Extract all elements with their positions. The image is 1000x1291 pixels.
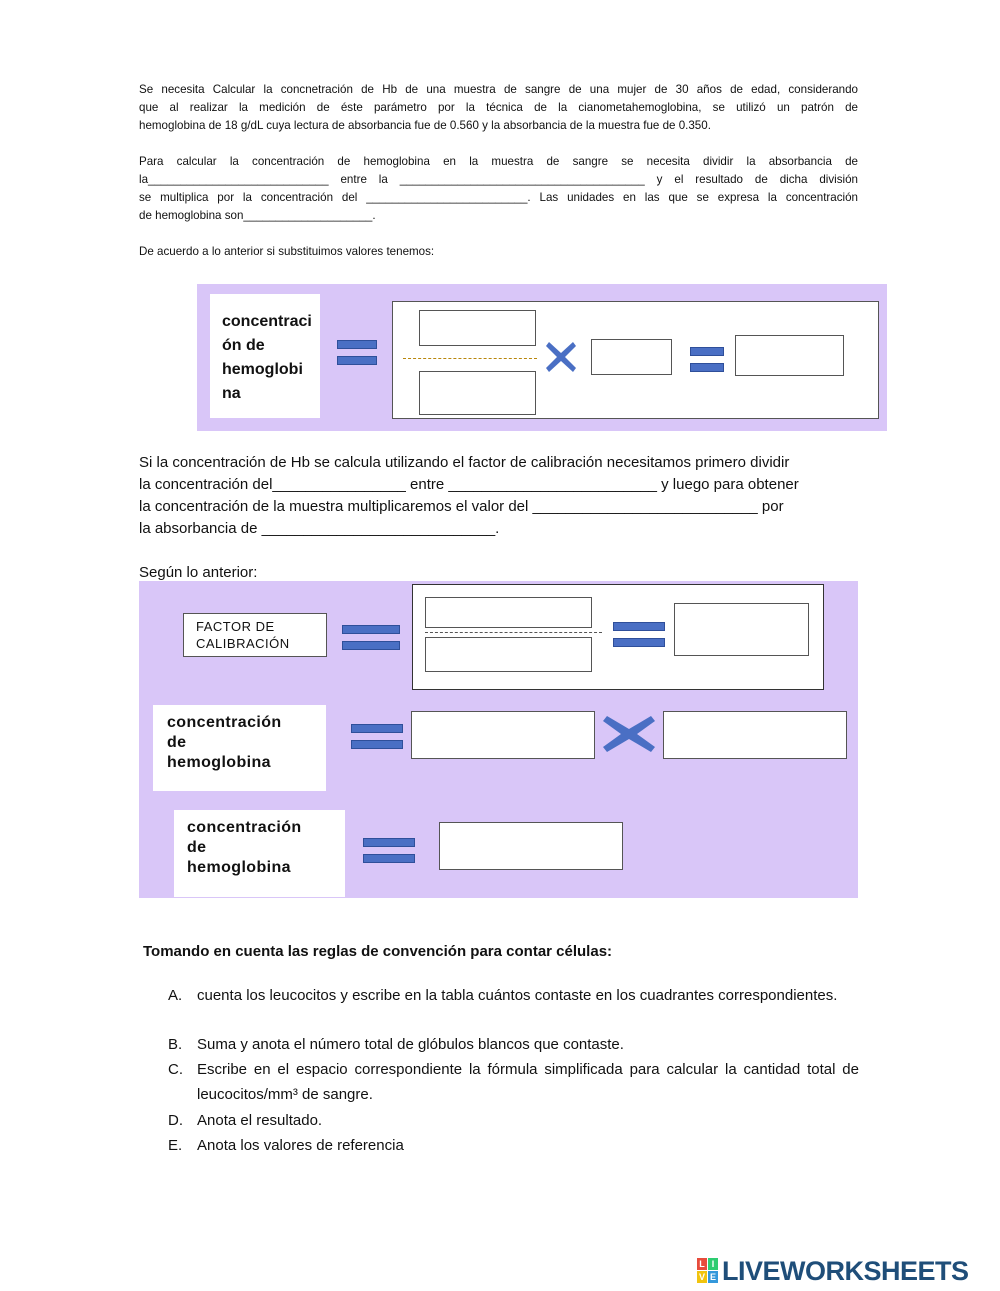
paragraph-line: Si la concentración de Hb se calcula utilizando el factor de calibración necesitamos primero dividir	[139, 454, 790, 471]
list-letter: C.	[168, 1061, 183, 1078]
label-line: FACTOR DE	[196, 619, 275, 634]
equals-icon	[351, 724, 403, 756]
intro-line: hemoglobina de 18 g/dL cuya lectura de absorbancia fue de 0.560 y la absorbancia de la muestra fue de 0.350.	[139, 119, 711, 132]
calibration-denominator-input[interactable]	[425, 637, 592, 672]
section-title: Tomando en cuenta las reglas de convención para contar células:	[143, 943, 613, 960]
formula-panel-2	[139, 581, 858, 898]
logo-badge-letter: I	[708, 1258, 718, 1270]
list-letter: E.	[168, 1137, 183, 1154]
paragraph-line: de hemoglobina son____________________.	[139, 209, 376, 222]
fraction-line	[425, 632, 602, 633]
label-line: hemoglobina	[187, 859, 291, 876]
multiplier-input[interactable]	[591, 339, 672, 375]
calibration-formula-area	[412, 584, 824, 690]
absorbance-input[interactable]	[663, 711, 847, 759]
numerator-input[interactable]	[419, 310, 536, 346]
fraction-line	[403, 358, 537, 359]
hb-concentration-label	[210, 294, 320, 418]
logo-badge	[697, 1258, 719, 1284]
list-text: Suma y anota el número total de glóbulos blancos que contaste.	[197, 1036, 624, 1053]
intro-line: que al realizar la medición de éste parámetro por la técnica de la cianometahemoglobina, se utilizó un patrón de	[139, 101, 858, 114]
multiply-icon	[601, 714, 657, 754]
label-line: hemoglobina	[167, 754, 271, 771]
logo-badge-letter: V	[698, 1272, 705, 1282]
equals-icon	[342, 625, 400, 657]
equals-icon	[337, 340, 377, 372]
calibration-numerator-input[interactable]	[425, 597, 592, 628]
instruction-list	[168, 983, 859, 1163]
equals-icon	[363, 838, 415, 870]
label-line: de	[167, 734, 187, 751]
final-result-input[interactable]	[439, 822, 623, 870]
label-line: CALIBRACIÓN	[196, 636, 290, 651]
substitution-note: De acuerdo a lo anterior si substituimos valores tenemos:	[139, 245, 435, 258]
logo-badge-letter: E	[709, 1272, 716, 1282]
calibration-paragraph	[139, 452, 859, 540]
paragraph-line: se multiplica por la concentración del _________________________. Las unidades en las que se expresa la concentración	[139, 191, 858, 204]
logo-text: LIVEWORKSHEETS	[722, 1256, 969, 1286]
list-text: Escribe en el espacio correspondiente la fórmula simplificada para calcular la cantidad total de leucocitos/mm³ de sangre.	[197, 1061, 859, 1103]
paragraph-line: la concentración del________________ entre _________________________ y luego para obtener	[139, 476, 799, 493]
paragraph-line: la____________________________ entre la ______________________________________ y el resultado de dicha división	[139, 173, 858, 186]
paragraph-line: la absorbancia de ____________________________.	[139, 520, 500, 537]
intro-line: Se necesita Calcular la concnetración de Hb de una muestra de sangre de una mujer de 30 años de edad, considerando	[139, 83, 858, 96]
calibration-factor-label	[183, 613, 327, 657]
intro-paragraph	[139, 81, 858, 135]
paragraph-line: Para calcular la concentración de hemoglobina en la muestra de sangre se necesita dividir la absorbancia de	[139, 155, 858, 168]
label-line: ón de	[222, 337, 265, 354]
list-letter: D.	[168, 1112, 183, 1129]
liveworksheets-logo[interactable]	[697, 1256, 993, 1286]
logo-badge-letter: L	[697, 1258, 707, 1270]
label-line: concentraci	[222, 313, 312, 330]
multiply-icon	[545, 340, 577, 374]
hb-concentration-label	[174, 810, 345, 897]
denominator-input[interactable]	[419, 371, 536, 415]
label-line: de	[187, 839, 207, 856]
paragraph-line: la concentración de la muestra multiplicaremos el valor del ___________________________ por	[139, 498, 784, 515]
list-letter: B.	[168, 1036, 183, 1053]
result-input[interactable]	[735, 335, 844, 376]
list-letter: A.	[168, 987, 183, 1004]
formula-panel-1	[197, 284, 887, 431]
list-text: Anota los valores de referencia	[197, 1137, 404, 1154]
label-line: concentración	[167, 714, 282, 731]
list-text: cuenta los leucocitos y escribe en la tabla cuántos contaste en los cuadrantes correspondientes.	[197, 987, 838, 1004]
label-line: concentración	[187, 819, 302, 836]
factor-input[interactable]	[411, 711, 595, 759]
list-text: Anota el resultado.	[197, 1112, 323, 1129]
formula-area	[392, 301, 879, 419]
equals-icon	[690, 347, 724, 379]
label-line: hemoglobi	[222, 361, 303, 378]
hb-concentration-label	[153, 705, 326, 791]
according-note: Según lo anterior:	[139, 564, 258, 581]
label-line: na	[222, 385, 241, 402]
instruction-paragraph	[139, 153, 858, 225]
equals-icon	[613, 622, 665, 654]
calibration-result-input[interactable]	[674, 603, 809, 656]
